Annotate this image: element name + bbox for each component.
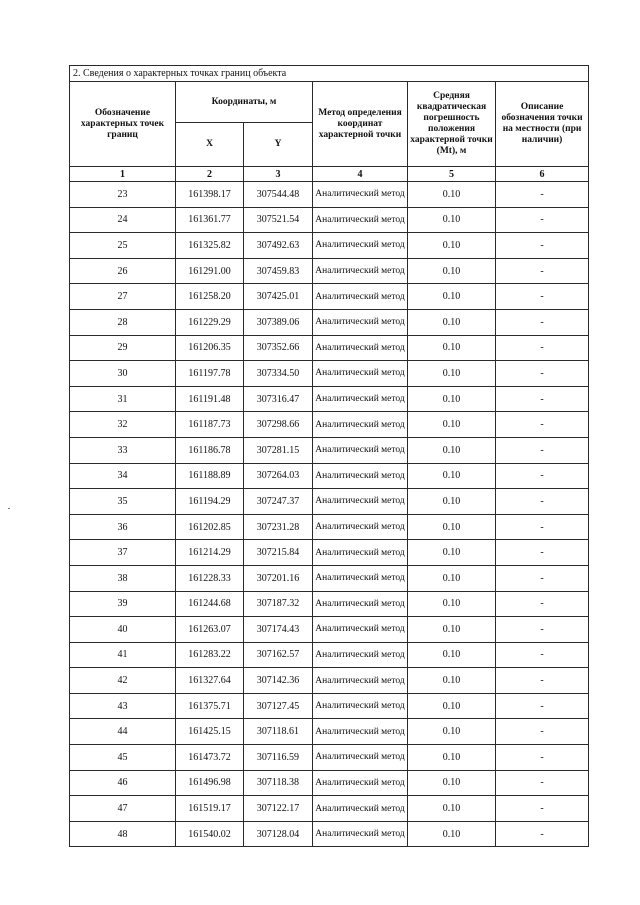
cell-method: Аналитический метод — [313, 617, 408, 643]
boundary-points-sheet — [69, 65, 588, 847]
column-number: 6 — [496, 167, 589, 182]
cell-accuracy: 0.10 — [408, 309, 496, 335]
table-row — [70, 693, 589, 719]
cell-description: - — [496, 540, 589, 566]
cell-point: 26 — [70, 258, 176, 284]
cell-y: 307316.47 — [244, 386, 313, 412]
table-row — [70, 258, 589, 284]
column-number: 4 — [313, 167, 408, 182]
cell-accuracy: 0.10 — [408, 412, 496, 438]
table-row — [70, 617, 589, 643]
scan-speck — [8, 508, 10, 509]
cell-x: 161327.64 — [176, 668, 244, 694]
cell-description: - — [496, 693, 589, 719]
cell-method: Аналитический метод — [313, 668, 408, 694]
cell-x: 161283.22 — [176, 642, 244, 668]
cell-x: 161291.00 — [176, 258, 244, 284]
cell-description: - — [496, 437, 589, 463]
cell-accuracy: 0.10 — [408, 335, 496, 361]
column-number-row — [70, 167, 589, 182]
cell-accuracy: 0.10 — [408, 361, 496, 387]
cell-point: 37 — [70, 540, 176, 566]
table-row — [70, 207, 589, 233]
cell-y: 307215.84 — [244, 540, 313, 566]
cell-method: Аналитический метод — [313, 489, 408, 515]
cell-point: 29 — [70, 335, 176, 361]
table-body — [70, 182, 589, 847]
table-row — [70, 565, 589, 591]
cell-y: 307298.66 — [244, 412, 313, 438]
cell-method: Аналитический метод — [313, 233, 408, 259]
cell-point: 35 — [70, 489, 176, 515]
cell-accuracy: 0.10 — [408, 182, 496, 208]
cell-x: 161375.71 — [176, 693, 244, 719]
cell-x: 161496.98 — [176, 770, 244, 796]
table-row — [70, 489, 589, 515]
cell-accuracy: 0.10 — [408, 770, 496, 796]
cell-y: 307187.32 — [244, 591, 313, 617]
cell-description: - — [496, 258, 589, 284]
cell-accuracy: 0.10 — [408, 514, 496, 540]
cell-point: 40 — [70, 617, 176, 643]
cell-point: 30 — [70, 361, 176, 387]
cell-point: 39 — [70, 591, 176, 617]
cell-x: 161206.35 — [176, 335, 244, 361]
table-row — [70, 770, 589, 796]
cell-description: - — [496, 668, 589, 694]
table-row — [70, 463, 589, 489]
cell-y: 307459.83 — [244, 258, 313, 284]
table-row — [70, 514, 589, 540]
header-method: Метод определения координат характерной точки — [313, 82, 408, 167]
cell-point: 47 — [70, 796, 176, 822]
cell-point: 46 — [70, 770, 176, 796]
cell-method: Аналитический метод — [313, 821, 408, 847]
cell-method: Аналитический метод — [313, 540, 408, 566]
cell-method: Аналитический метод — [313, 412, 408, 438]
cell-description: - — [496, 233, 589, 259]
table-row — [70, 437, 589, 463]
column-number: 1 — [70, 167, 176, 182]
cell-description: - — [496, 309, 589, 335]
header-x: X — [176, 123, 244, 167]
cell-y: 307122.17 — [244, 796, 313, 822]
cell-y: 307334.50 — [244, 361, 313, 387]
cell-x: 161258.20 — [176, 284, 244, 310]
cell-x: 161228.33 — [176, 565, 244, 591]
header-point-designation: Обозначение характерных точек границ — [70, 82, 176, 167]
column-number: 3 — [244, 167, 313, 182]
cell-point: 24 — [70, 207, 176, 233]
cell-accuracy: 0.10 — [408, 437, 496, 463]
table-row — [70, 309, 589, 335]
cell-x: 161229.29 — [176, 309, 244, 335]
cell-description: - — [496, 182, 589, 208]
cell-accuracy: 0.10 — [408, 233, 496, 259]
cell-y: 307521.54 — [244, 207, 313, 233]
boundary-points-table — [69, 65, 589, 847]
cell-accuracy: 0.10 — [408, 617, 496, 643]
cell-point: 36 — [70, 514, 176, 540]
cell-point: 31 — [70, 386, 176, 412]
cell-point: 33 — [70, 437, 176, 463]
cell-description: - — [496, 617, 589, 643]
cell-x: 161540.02 — [176, 821, 244, 847]
cell-x: 161194.29 — [176, 489, 244, 515]
cell-point: 44 — [70, 719, 176, 745]
cell-y: 307281.15 — [244, 437, 313, 463]
table-row — [70, 335, 589, 361]
cell-point: 48 — [70, 821, 176, 847]
cell-y: 307492.63 — [244, 233, 313, 259]
cell-y: 307118.61 — [244, 719, 313, 745]
cell-point: 42 — [70, 668, 176, 694]
cell-y: 307264.03 — [244, 463, 313, 489]
cell-y: 307142.36 — [244, 668, 313, 694]
cell-accuracy: 0.10 — [408, 642, 496, 668]
cell-x: 161398.17 — [176, 182, 244, 208]
cell-x: 161187.73 — [176, 412, 244, 438]
cell-method: Аналитический метод — [313, 335, 408, 361]
cell-y: 307389.06 — [244, 309, 313, 335]
header-y: Y — [244, 123, 313, 167]
cell-method: Аналитический метод — [313, 642, 408, 668]
cell-accuracy: 0.10 — [408, 719, 496, 745]
cell-x: 161473.72 — [176, 745, 244, 771]
cell-method: Аналитический метод — [313, 182, 408, 208]
cell-description: - — [496, 770, 589, 796]
cell-accuracy: 0.10 — [408, 489, 496, 515]
table-row — [70, 540, 589, 566]
cell-description: - — [496, 207, 589, 233]
cell-y: 307127.45 — [244, 693, 313, 719]
cell-accuracy: 0.10 — [408, 668, 496, 694]
column-number: 2 — [176, 167, 244, 182]
cell-accuracy: 0.10 — [408, 463, 496, 489]
table-row — [70, 412, 589, 438]
cell-method: Аналитический метод — [313, 437, 408, 463]
cell-method: Аналитический метод — [313, 463, 408, 489]
cell-x: 161202.85 — [176, 514, 244, 540]
cell-y: 307544.48 — [244, 182, 313, 208]
table-row — [70, 796, 589, 822]
cell-method: Аналитический метод — [313, 745, 408, 771]
cell-accuracy: 0.10 — [408, 565, 496, 591]
cell-accuracy: 0.10 — [408, 693, 496, 719]
cell-y: 307116.59 — [244, 745, 313, 771]
cell-point: 41 — [70, 642, 176, 668]
cell-y: 307162.57 — [244, 642, 313, 668]
cell-method: Аналитический метод — [313, 719, 408, 745]
table-row — [70, 361, 589, 387]
cell-description: - — [496, 591, 589, 617]
cell-description: - — [496, 796, 589, 822]
cell-description: - — [496, 821, 589, 847]
cell-description: - — [496, 284, 589, 310]
cell-description: - — [496, 463, 589, 489]
cell-method: Аналитический метод — [313, 693, 408, 719]
cell-accuracy: 0.10 — [408, 796, 496, 822]
cell-point: 45 — [70, 745, 176, 771]
cell-y: 307174.43 — [244, 617, 313, 643]
cell-point: 25 — [70, 233, 176, 259]
cell-description: - — [496, 335, 589, 361]
table-row — [70, 642, 589, 668]
cell-method: Аналитический метод — [313, 770, 408, 796]
cell-y: 307118.38 — [244, 770, 313, 796]
cell-point: 43 — [70, 693, 176, 719]
cell-x: 161214.29 — [176, 540, 244, 566]
cell-y: 307352.66 — [244, 335, 313, 361]
cell-x: 161197.78 — [176, 361, 244, 387]
cell-description: - — [496, 565, 589, 591]
cell-method: Аналитический метод — [313, 361, 408, 387]
cell-method: Аналитический метод — [313, 591, 408, 617]
header-description: Описание обозначения точки на местности (при наличии) — [496, 82, 589, 167]
cell-description: - — [496, 642, 589, 668]
header-coordinates: Координаты, м — [176, 82, 313, 123]
table-row — [70, 668, 589, 694]
cell-accuracy: 0.10 — [408, 591, 496, 617]
cell-point: 27 — [70, 284, 176, 310]
cell-x: 161519.17 — [176, 796, 244, 822]
cell-point: 34 — [70, 463, 176, 489]
column-number: 5 — [408, 167, 496, 182]
cell-accuracy: 0.10 — [408, 386, 496, 412]
table-row — [70, 233, 589, 259]
cell-description: - — [496, 361, 589, 387]
cell-accuracy: 0.10 — [408, 540, 496, 566]
cell-description: - — [496, 489, 589, 515]
cell-method: Аналитический метод — [313, 258, 408, 284]
cell-accuracy: 0.10 — [408, 258, 496, 284]
cell-method: Аналитический метод — [313, 796, 408, 822]
cell-x: 161191.48 — [176, 386, 244, 412]
table-row — [70, 386, 589, 412]
cell-method: Аналитический метод — [313, 386, 408, 412]
cell-point: 28 — [70, 309, 176, 335]
cell-y: 307128.04 — [244, 821, 313, 847]
cell-method: Аналитический метод — [313, 284, 408, 310]
cell-x: 161188.89 — [176, 463, 244, 489]
cell-y: 307425.01 — [244, 284, 313, 310]
cell-y: 307201.16 — [244, 565, 313, 591]
cell-description: - — [496, 386, 589, 412]
cell-y: 307231.28 — [244, 514, 313, 540]
header-accuracy: Средняя квадратическая погрешность положения характерной точки (Mt), м — [408, 82, 496, 167]
cell-method: Аналитический метод — [313, 565, 408, 591]
table-row — [70, 745, 589, 771]
cell-x: 161361.77 — [176, 207, 244, 233]
table-row — [70, 719, 589, 745]
cell-x: 161263.07 — [176, 617, 244, 643]
cell-description: - — [496, 719, 589, 745]
cell-description: - — [496, 745, 589, 771]
cell-accuracy: 0.10 — [408, 821, 496, 847]
cell-y: 307247.37 — [244, 489, 313, 515]
cell-method: Аналитический метод — [313, 207, 408, 233]
cell-point: 23 — [70, 182, 176, 208]
cell-point: 32 — [70, 412, 176, 438]
cell-description: - — [496, 514, 589, 540]
cell-description: - — [496, 412, 589, 438]
cell-x: 161425.15 — [176, 719, 244, 745]
table-row — [70, 284, 589, 310]
table-row — [70, 182, 589, 208]
cell-accuracy: 0.10 — [408, 207, 496, 233]
cell-point: 38 — [70, 565, 176, 591]
cell-accuracy: 0.10 — [408, 745, 496, 771]
cell-method: Аналитический метод — [313, 309, 408, 335]
cell-x: 161244.68 — [176, 591, 244, 617]
cell-method: Аналитический метод — [313, 514, 408, 540]
cell-x: 161186.78 — [176, 437, 244, 463]
section-title: 2. Сведения о характерных точках границ объекта — [70, 66, 589, 82]
cell-x: 161325.82 — [176, 233, 244, 259]
table-row — [70, 591, 589, 617]
cell-accuracy: 0.10 — [408, 284, 496, 310]
table-row — [70, 821, 589, 847]
